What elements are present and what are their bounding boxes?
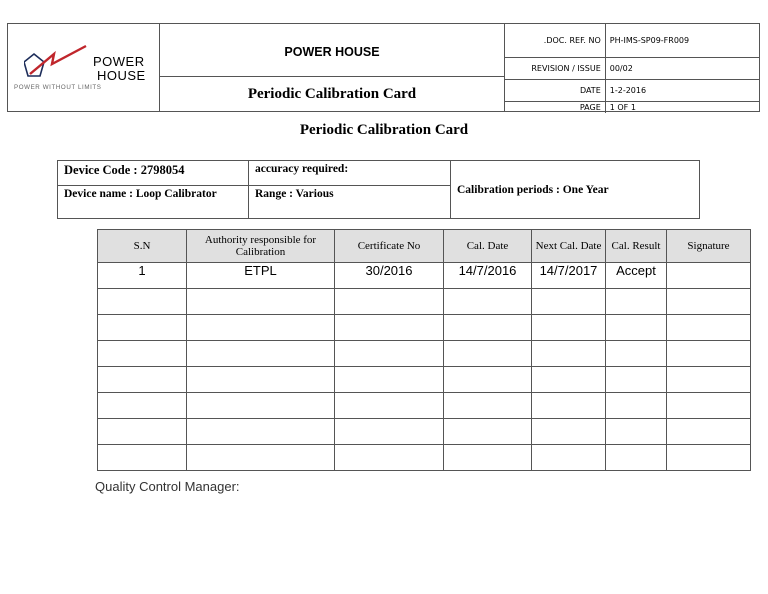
cell-signature xyxy=(667,445,751,471)
ref-key: REVISION / ISSUE xyxy=(505,58,605,80)
cell-next-cal-date xyxy=(532,445,606,471)
column-header-sn: S.N xyxy=(98,230,187,263)
cell-next-cal-date xyxy=(532,367,606,393)
cell-authority xyxy=(187,315,335,341)
cell-authority xyxy=(187,419,335,445)
cell-sn xyxy=(98,445,187,471)
cell-signature xyxy=(667,315,751,341)
cell-cal-result xyxy=(606,445,667,471)
cell-cal-result xyxy=(606,289,667,315)
document-header xyxy=(7,23,760,112)
cell-signature xyxy=(667,367,751,393)
cell-sn xyxy=(98,289,187,315)
document-reference-table xyxy=(505,24,759,113)
logo-word-house: HOUSE xyxy=(97,68,146,83)
form-title: Periodic Calibration Card xyxy=(247,85,417,102)
cell-authority: ETPL xyxy=(187,263,335,289)
cell-signature xyxy=(667,393,751,419)
cell-cal-date xyxy=(444,445,532,471)
accuracy-required: accuracy required: xyxy=(249,161,451,186)
company-name: POWER HOUSE xyxy=(160,24,504,77)
cell-cal-date: 14/7/2016 xyxy=(444,263,532,289)
page-title: Periodic Calibration Card xyxy=(299,122,469,138)
cell-authority xyxy=(187,445,335,471)
cell-authority xyxy=(187,393,335,419)
cell-cal-date xyxy=(444,289,532,315)
cell-next-cal-date xyxy=(532,419,606,445)
quality-control-signoff: Quality Control Manager: xyxy=(95,479,240,494)
ref-value: 00/02 xyxy=(605,58,759,80)
cell-signature xyxy=(667,341,751,367)
cell-cal-date xyxy=(444,393,532,419)
cell-cal-result xyxy=(606,315,667,341)
cell-authority xyxy=(187,367,335,393)
table-row xyxy=(98,263,751,289)
logo-cell xyxy=(8,24,160,111)
device-code: Device Code : 2798054 xyxy=(58,161,249,186)
ref-row xyxy=(505,24,759,58)
ref-key: .DOC. REF. NO xyxy=(543,36,601,45)
cell-next-cal-date xyxy=(532,341,606,367)
cell-next-cal-date: 14/7/2017 xyxy=(532,263,606,289)
cell-certificate xyxy=(335,419,444,445)
ref-row xyxy=(505,102,759,114)
cell-certificate xyxy=(335,341,444,367)
cell-sn xyxy=(98,367,187,393)
cell-sn xyxy=(98,419,187,445)
cell-signature xyxy=(667,263,751,289)
cell-cal-date xyxy=(444,315,532,341)
cell-cal-result xyxy=(606,367,667,393)
ref-key: DATE xyxy=(505,80,605,102)
cell-certificate xyxy=(335,289,444,315)
cell-sn xyxy=(98,315,187,341)
ref-row xyxy=(505,80,759,102)
table-row xyxy=(98,315,751,341)
cell-cal-result: Accept xyxy=(606,263,667,289)
cell-cal-result xyxy=(606,419,667,445)
calibration-table xyxy=(97,229,751,471)
cell-authority xyxy=(187,341,335,367)
cell-sn xyxy=(98,341,187,367)
column-header-next-cal-date: Next Cal. Date xyxy=(532,230,606,263)
logo-word-power: POWER xyxy=(93,54,145,69)
cell-cal-date xyxy=(444,367,532,393)
table-row xyxy=(98,419,751,445)
column-header-cal-date: Cal. Date xyxy=(444,230,532,263)
ref-row xyxy=(505,58,759,80)
table-row xyxy=(98,393,751,419)
table-row xyxy=(98,367,751,393)
column-header-signature: Signature xyxy=(667,230,751,263)
table-header-row xyxy=(98,230,751,263)
device-range: Range : Various xyxy=(249,186,451,218)
cell-certificate xyxy=(335,445,444,471)
cell-next-cal-date xyxy=(532,315,606,341)
ref-key: PAGE xyxy=(505,102,605,114)
cell-certificate xyxy=(335,367,444,393)
cell-next-cal-date xyxy=(532,393,606,419)
cell-signature xyxy=(667,289,751,315)
cell-cal-date xyxy=(444,341,532,367)
device-info-box xyxy=(57,160,700,219)
cell-certificate: 30/2016 xyxy=(335,263,444,289)
table-row xyxy=(98,445,751,471)
column-header-authority: Authority responsible for Calibration xyxy=(187,230,335,263)
cell-cal-date xyxy=(444,419,532,445)
ref-value: 1-2-2016 xyxy=(605,80,759,102)
column-header-cal-result: Cal. Result xyxy=(606,230,667,263)
logo-tagline: POWER WITHOUT LIMITS xyxy=(14,84,102,91)
table-row xyxy=(98,341,751,367)
column-header-certificate: Certificate No xyxy=(335,230,444,263)
cell-cal-result xyxy=(606,341,667,367)
cell-certificate xyxy=(335,393,444,419)
cell-sn xyxy=(98,393,187,419)
ref-value: 1 OF 1 xyxy=(605,102,759,114)
cell-authority xyxy=(187,289,335,315)
cell-sn: 1 xyxy=(98,263,187,289)
device-name: Device name : Loop Calibrator xyxy=(58,186,249,218)
power-house-logo-icon xyxy=(24,44,98,84)
cell-certificate xyxy=(335,315,444,341)
cell-cal-result xyxy=(606,393,667,419)
calibration-period: Calibration periods : One Year xyxy=(457,183,609,196)
cell-signature xyxy=(667,419,751,445)
company-cell xyxy=(160,24,505,111)
ref-value: PH-IMS-SP09-FR009 xyxy=(605,24,759,58)
table-row xyxy=(98,289,751,315)
cell-next-cal-date xyxy=(532,289,606,315)
